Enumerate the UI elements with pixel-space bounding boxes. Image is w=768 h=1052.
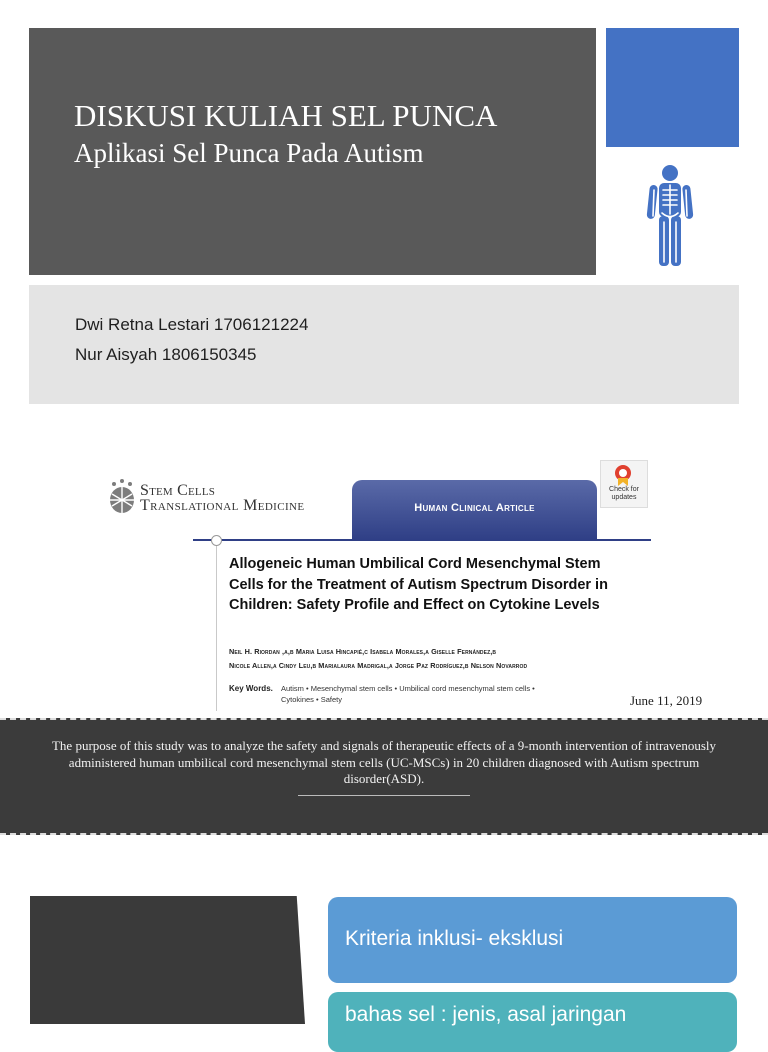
journal-name-line1: Stem Cells: [140, 482, 216, 499]
band-border-top: [0, 718, 768, 720]
slide-title: DISKUSI KULIAH SEL PUNCA: [74, 98, 498, 133]
slide-subtitle: Aplikasi Sel Punca Pada Autism: [74, 138, 424, 168]
keywords-line: Cytokines • Safety: [281, 695, 342, 704]
bahas-item-label: bahas sel : jenis, asal jaringan: [345, 1003, 627, 1026]
keywords-label: Key Words.: [229, 684, 273, 693]
publication-date: June 11, 2019: [630, 693, 703, 708]
person-skeleton-icon: [645, 164, 695, 268]
author-name: Dwi Retna Lestari 1706121224: [75, 315, 309, 334]
author-name: Nur Aisyah 1806150345: [75, 345, 257, 364]
authors-line: Nicole Allen,a Cindy Leu,b Marialaura Madrigal,a Jorge Paz Rodríguez,b Nelson Novarrod: [229, 661, 528, 670]
article-authors: [229, 645, 609, 673]
text-underline: [298, 795, 470, 796]
article-type-label: Human Clinical Article: [414, 502, 535, 514]
dark-side-panel: [30, 896, 305, 1024]
keywords-line: Autism • Mesenchymal stem cells • Umbilical cord mesenchymal stem cells •: [281, 684, 535, 693]
header-rule: [193, 539, 651, 541]
article-title: Allogeneic Human Umbilical Cord Mesenchymal Stem Cells for the Treatment of Autism Spectrum Disorder in Children: Safety Profile and Effect on Cytokine Levels: [229, 556, 608, 613]
vertical-rule: [216, 541, 217, 711]
rule-knob: [211, 535, 222, 546]
journal-logo-icon: [106, 478, 138, 516]
kriteria-item-label: Kriteria inklusi- eksklusi: [345, 927, 564, 950]
authors-line: Neil H. Riordan ,a,b Maria Luisa Hincapié,c Isabela Morales,a Giselle Fernández,b: [229, 647, 497, 656]
bookmark-icon: [614, 464, 632, 486]
accent-block: [606, 28, 739, 147]
band-border-bottom: [0, 833, 768, 835]
journal-name-line2: Translational Medicine: [140, 497, 305, 514]
study-purpose-text: The purpose of this study was to analyze the safety and signals of therapeutic effects of a 9-month intervention of intravenously administered human umbilical cord mesenchymal stem cells (UC-MSCs) in 20 children diagnosed with Autism spectrum disorder(ASD).: [51, 738, 716, 786]
check-for-updates-text: Check for updates: [609, 486, 639, 501]
